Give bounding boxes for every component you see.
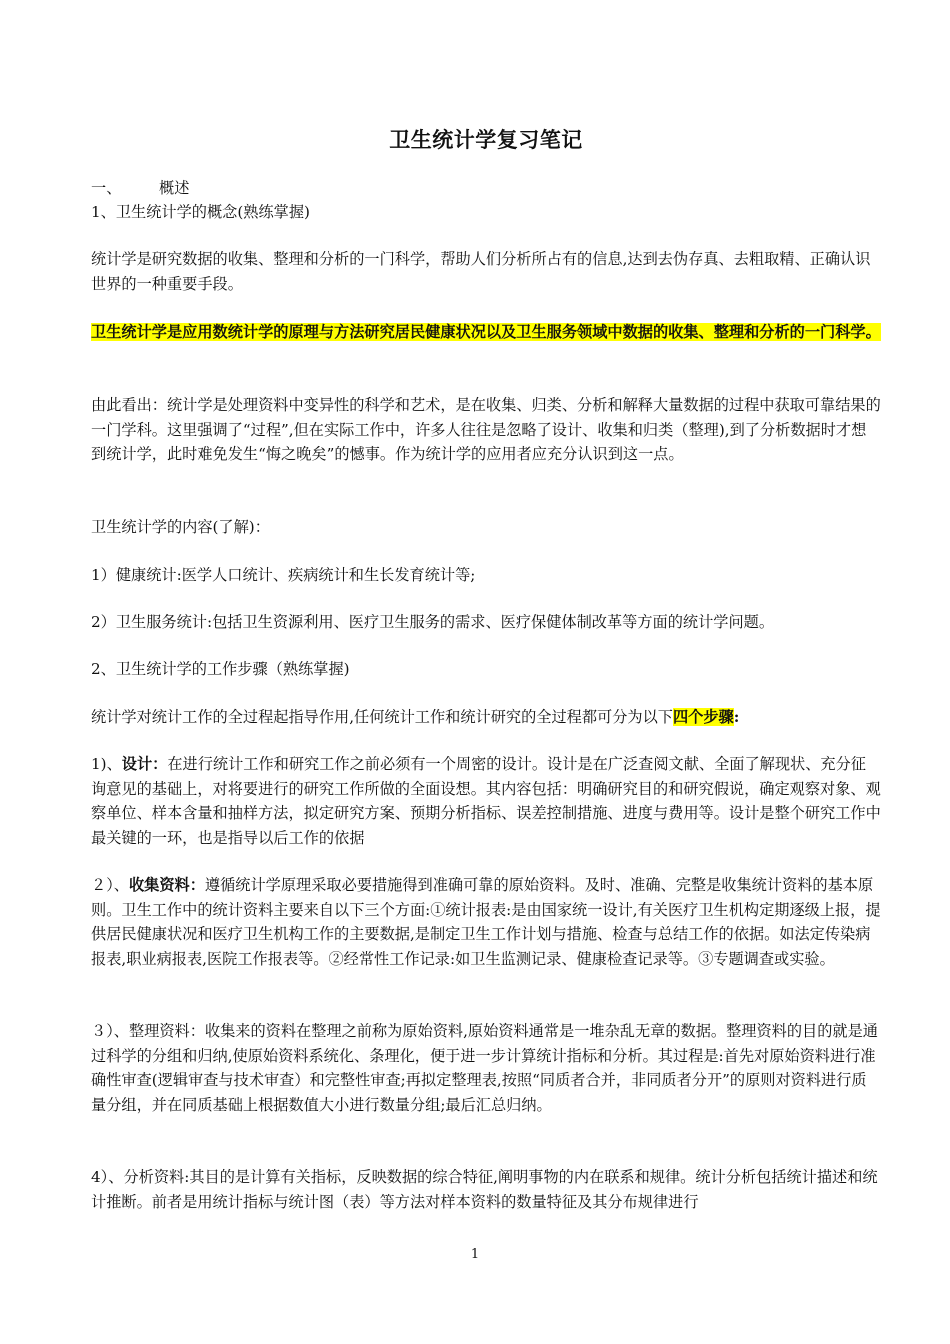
step-number: ３）、 [91, 1022, 129, 1040]
steps-intro-colon: : [733, 708, 740, 726]
step-number: ２）、 [91, 876, 129, 894]
step-text: 分析资料:其目的是计算有关指标，反映数据的综合特征,阐明事物的内在联系和规律。统计分析包括统计描述和统计推断。前者是用统计指标与统计图（表）等方法对样本资料的数量特征及其分布规律进行 [91, 1168, 878, 1211]
step-number: 1)、 [91, 755, 122, 773]
highlight-text: 卫生统计学是应用数统计学的原理与方法研究居民健康状况以及卫生服务领域中数据的收集、整理和分析的一门科学。 [91, 323, 881, 341]
step-title: 收集资料： [128, 876, 205, 894]
subheading-concept: 1、卫生统计学的概念(熟练掌握) [91, 203, 310, 221]
highlight-four-steps: 四个步骤 [672, 708, 734, 726]
step-text: 在进行统计工作和研究工作之前必须有一个周密的设计。设计是在广泛查阅文献、全面了解现状、充分征询意见的基础上，对将要进行的研究工作所做的全面设想。其内容包括：明确研究目的和研究假说，确定观察对象、观察单位、样本含量和抽样方法，拟定研究方案、预期分析指标、误差控制措施、进度与费用等。设计是整个研究工作中最关键的一环，也是指导以后工作的依据 [91, 755, 881, 847]
paragraph-explanation: 由此看出：统计学是处理资料中变异性的科学和艺术，是在收集、归类、分析和解释大量数据的过程中获取可靠结果的一门学科。这里强调了“过程”,但在实际工作中，许多人往往是忽略了设计、收集和归类（整理),到了分析数据时才想到统计学，此时难免发生“悔之晚矣”的憾事。作为统计学的应用者应充分认识到这一点。 [91, 396, 881, 464]
page-number: 1 [470, 1247, 480, 1262]
section-number: 一、 [91, 179, 122, 197]
list-item-health-stats: 1）健康统计:医学人口统计、疾病统计和生长发育统计等; [91, 566, 476, 584]
step-number: 4）、 [91, 1168, 124, 1186]
subheading-steps: 2、卫生统计学的工作步骤（熟练掌握) [91, 660, 350, 678]
step-organize [91, 1019, 881, 1117]
step-title: 设计： [121, 755, 168, 773]
step-text: 整理资料：收集来的资料在整理之前称为原始资料,原始资料通常是一堆杂乱无章的数据。整理资料的目的就是通过科学的分组和归纳,使原始资料系统化、条理化，便于进一步计算统计指标和分析。其过程是:首先对原始资料进行准确性审查(逻辑审查与技术审查）和完整性审查;再拟定整理表,按照“同质者合并，非同质者分开”的原则对资料进行质量分组，并在同质基础上根据数值大小进行数量分组;最后汇总归纳。 [91, 1022, 878, 1114]
step-design [91, 752, 881, 850]
steps-intro-text: 统计学对统计工作的全过程起指导作用,任何统计工作和统计研究的全过程都可分为以下 [91, 708, 673, 726]
highlighted-definition [91, 320, 881, 345]
section-label: 概述 [159, 179, 190, 197]
paragraph-content-intro: 卫生统计学的内容(了解)： [91, 518, 270, 536]
section-heading [91, 176, 881, 201]
step-analyze [91, 1165, 881, 1214]
paragraph-definition: 统计学是研究数据的收集、整理和分析的一门科学，帮助人们分析所占有的信息,达到去伪存真、去粗取精、正确认识世界的一种重要手段。 [91, 250, 871, 293]
step-collect [91, 873, 881, 971]
page-title: 卫生统计学复习笔记 [389, 127, 583, 152]
list-item-service-stats: 2）卫生服务统计:包括卫生资源利用、医疗卫生服务的需求、医疗保健体制改革等方面的统计学问题。 [91, 613, 775, 631]
paragraph-steps-intro [91, 705, 881, 730]
step-text: 遵循统计学原理采取必要措施得到准确可靠的原始资料。及时、准确、完整是收集统计资料的基本原则。卫生工作中的统计资料主要来自以下三个方面:①统计报表:是由国家统一设计,有关医疗卫生机构定期逐级上报，提供居民健康状况和医疗卫生机构工作的主要数据,是制定卫生工作计划与措施、检查与总结工作的依据。如法定传染病报表,职业病报表,医院工作报表等。②经常性工作记录:如卫生监测记录、健康检查记录等。③专题调查或实验。 [91, 876, 881, 968]
